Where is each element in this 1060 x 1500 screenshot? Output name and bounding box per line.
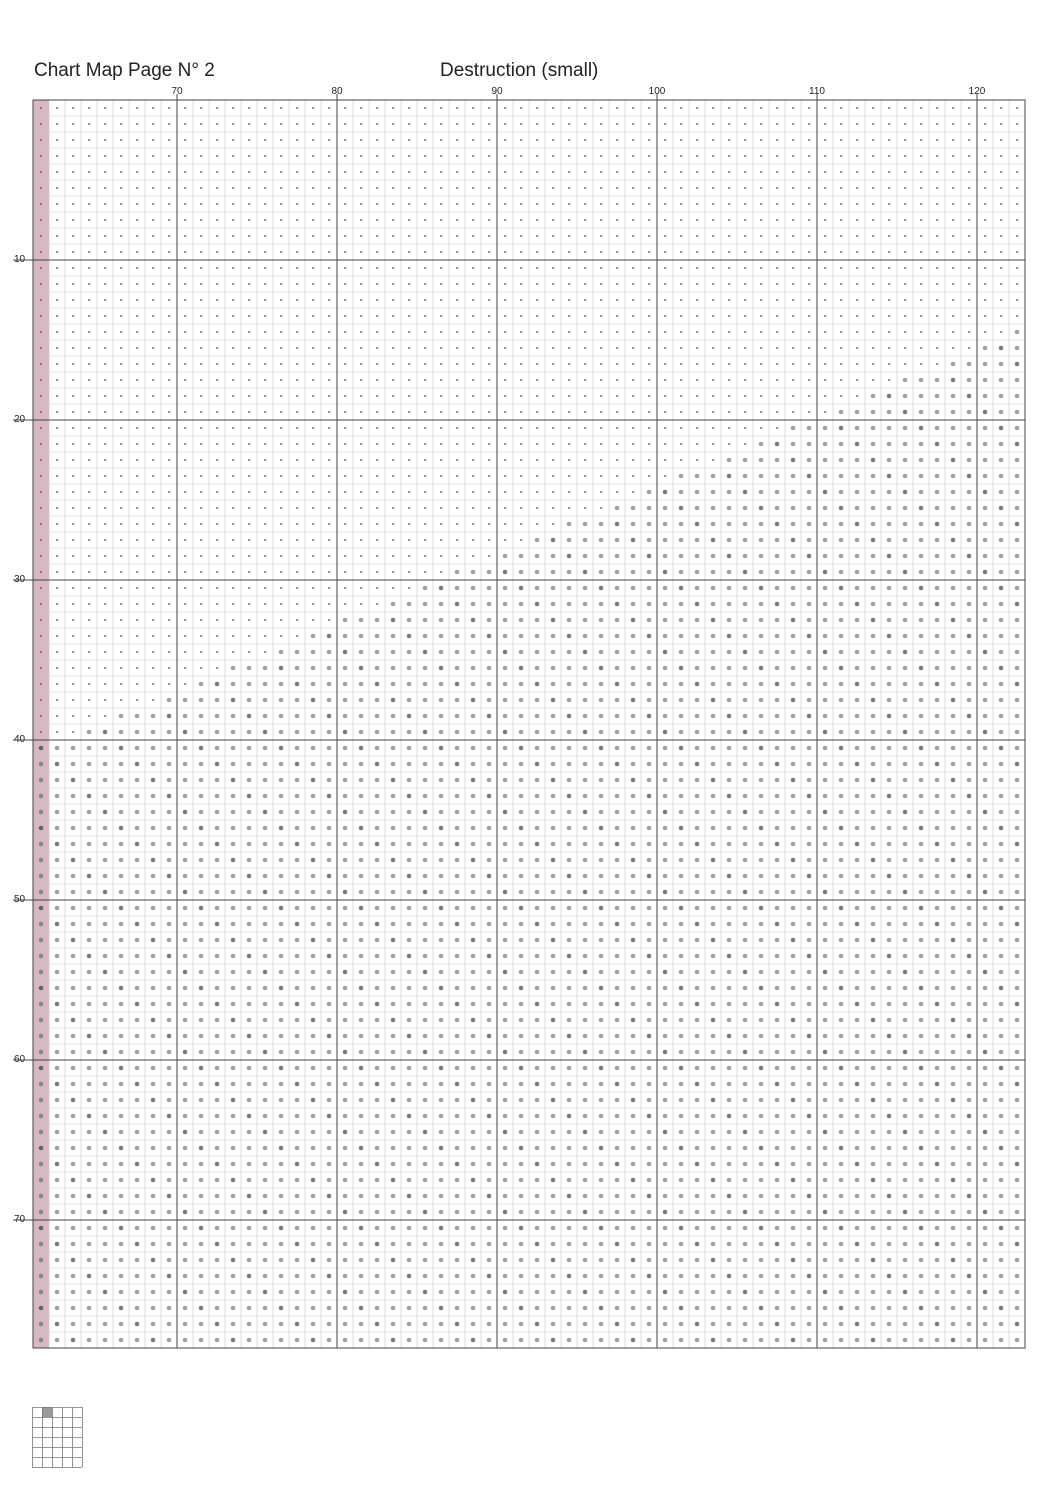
row-label: 10 [14, 254, 26, 265]
column-label: 70 [171, 86, 183, 97]
column-label: 110 [809, 86, 825, 97]
row-label: 40 [14, 734, 26, 745]
major-grid-lines [13, 94, 1025, 1348]
page-minimap [32, 1407, 92, 1479]
column-label: 120 [968, 86, 986, 97]
minor-grid-lines [33, 100, 1025, 1348]
column-label: 100 [648, 86, 666, 97]
row-label: 30 [14, 574, 26, 585]
row-label: 60 [14, 1054, 26, 1065]
page-title: Chart Map Page N° 2 [34, 60, 215, 81]
minimap-current-page [42, 1407, 52, 1417]
column-label: 90 [491, 86, 503, 97]
chart-title: Destruction (small) [440, 60, 599, 81]
row-label: 20 [14, 414, 26, 425]
row-label: 70 [14, 1214, 26, 1225]
row-label: 50 [14, 894, 26, 905]
column-label: 80 [331, 86, 343, 97]
minimap-grid [32, 1407, 83, 1468]
